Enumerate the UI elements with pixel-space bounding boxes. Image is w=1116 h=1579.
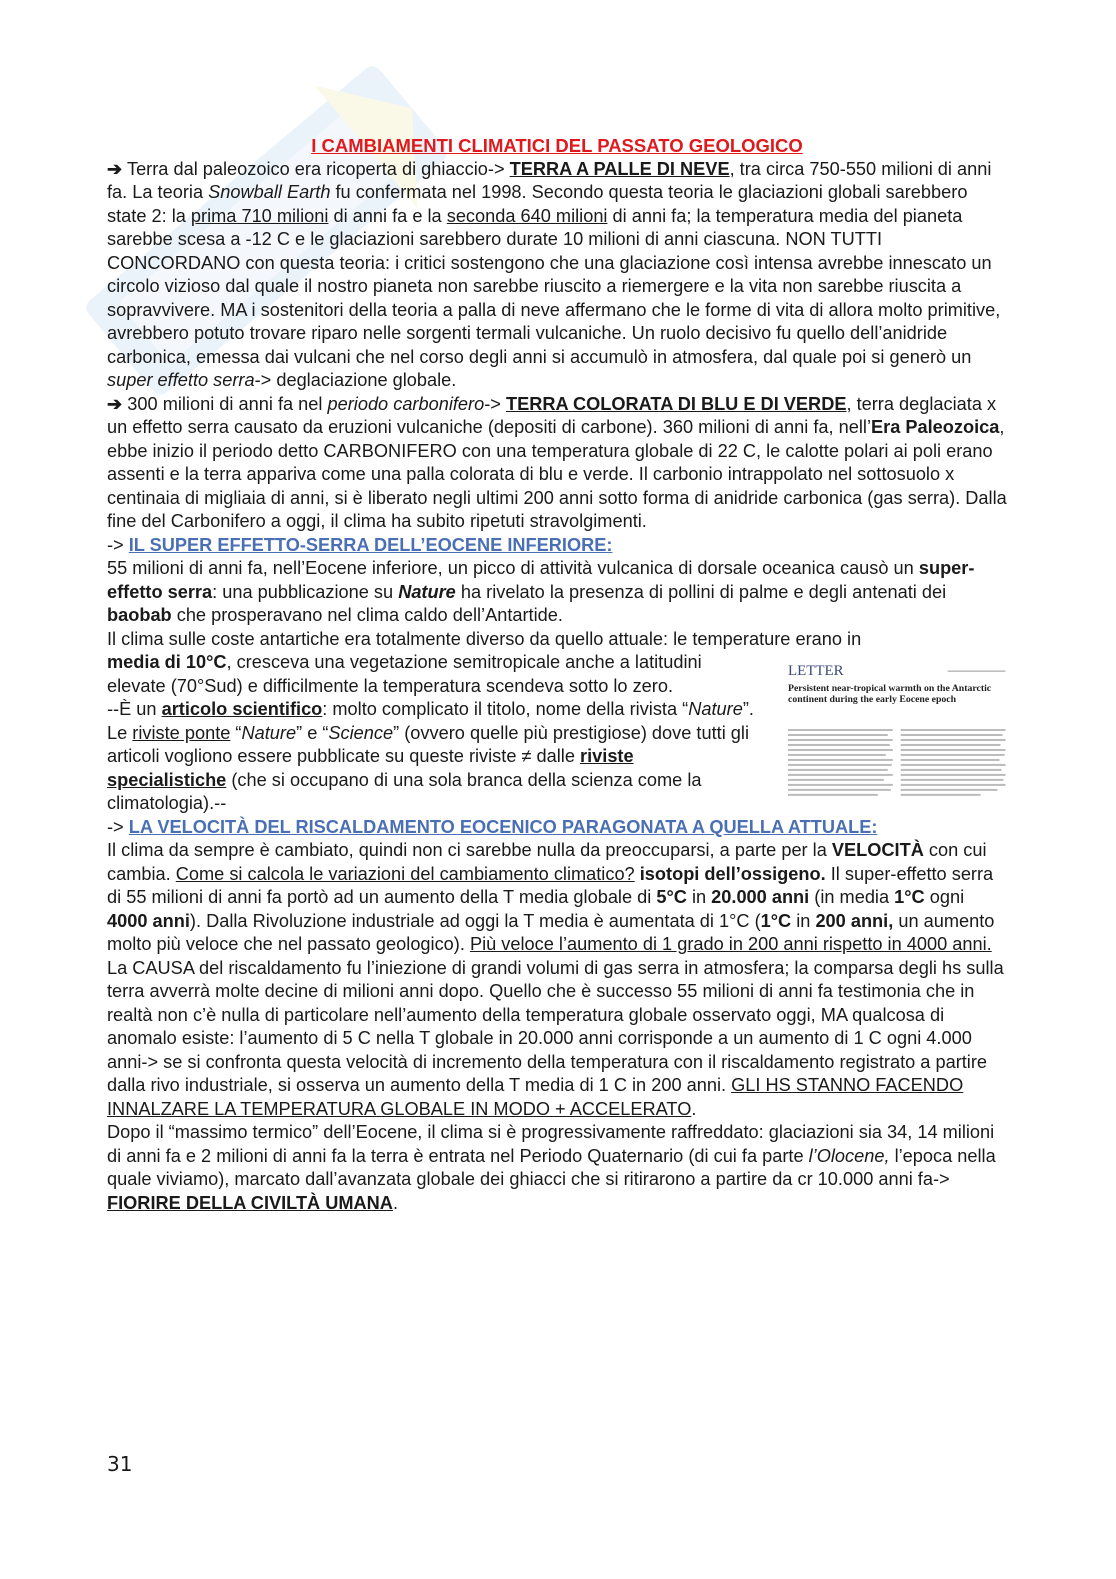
paragraph-antarctic-climate: Il clima sulle coste antartiche era totalmente diverso da quello attuale: le temperature erano in bbox=[107, 628, 862, 649]
letter-headline: Persistent near-tropical warmth on the Antarctic continent during the early Eocene epoch bbox=[787, 683, 991, 706]
page-title: I CAMBIAMENTI CLIMATICI DEL PASSATO GEOLOGICO bbox=[311, 135, 803, 156]
paragraph-carbonifero: ➔ 300 milioni di anni fa nel periodo carbonifero-> TERRA COLORATA DI BLU E DI VERDE, terra deglaciata x un effetto serra causato da eruzioni vulcaniche (depositi di carbone). 360 milioni di anni fa, nell’Era Paleozoica, ebbe inizio il periodo detto CARBONIFERO con una temperatura globale di 22 C, le calotte polari ai poli erano assenti e la terra appariva come una palla colorata di blu e verde. Il carbonio intrappolato nel sottosuolo x centinaia di migliaia di anni, si è liberato negli ultimi 200 anni sotto forma di anidride carbonica (gas serra). Dalla fine del Carbonifero a oggi, il clima ha subito ripetuti stravolgimenti. bbox=[107, 393, 1007, 531]
page-number: 31 bbox=[107, 1452, 133, 1476]
paragraph-snowball: ➔ Terra dal paleozoico era ricoperta di ghiaccio-> TERRA A PALLE DI NEVE, tra circa 750-550 milioni di anni fa. La teoria Snowball Earth fu confermata nel 1998. Secondo questa teoria le glaciazioni globali sarebbero state 2: la prima 710 milioni di anni fa e la seconda 640 milioni di anni fa; la temperatura media del pianeta sarebbe scesa a -12 C e le glaciazioni sarebbero durate 10 milioni di anni ciascuna. NON TUTTI CONCORDANO con questa teoria: i critici sostengono che una glaciazione così intensa avrebbe innescato un circolo vizioso dal quale il nostro pianeta non sarebbe riuscito a riemergere e la vita non sarebbe riuscita a sopravvivere. MA i sostenitori della teoria a palla di neve affermano che le forme di vita di allora molto primitive, avrebbero potuto trovare riparo nelle sorgenti termali vulcaniche. Un ruolo decisivo fu quello dell’anidride carbonica, emessa dai vulcani che nel corso degli anni si accumulò in atmosfera, dal quale poi si generò un super effetto serra-> deglaciazione globale. bbox=[107, 158, 1001, 390]
arrow-icon: ➔ bbox=[107, 158, 123, 179]
nature-letter-image bbox=[788, 661, 1008, 811]
paragraph-velocita: Il clima da sempre è cambiato, quindi non ci sarebbe nulla da preoccuparsi, a parte per la VELOCITÀ con cui cambia. Come si calcola le variazioni del cambiamento climatico? isotopi dell’ossigeno. Il super-effetto serra di 55 milioni di anni fa portò ad un aumento della T media globale di 5°C in 20.000 anni (in media 1°C ogni 4000 anni). Dalla Rivoluzione industriale ad oggi la T media è aumentata di 1°C (1°C in 200 anni, un aumento molto più veloce che nel passato geologico). Più veloce l’aumento di 1 grado in 200 anni rispetto in 4000 anni. La CAUSA del riscaldamento fu l’iniezione di grandi volumi di gas serra in atmosfera; la comparsa degli hs sulla terra avverrà molte decine di milioni anni dopo. Quello che è successo 55 milioni di anni fa testimonia che in realtà non c’è nulla di particolare nell’aumento della temperatura globale osservato oggi, MA qualcosa di anomalo esiste: l’aumento di 5 C nella T globale in 20.000 anni corrisponde a un aumento di 1 C ogni 4.000 anni-> se si confronta questa velocità di incremento della temperatura con il riscaldamento registrato a partire dalla rivo industriale, si osserva un aumento della T media di 1 C in 200 anni. GLI HS STANNO FACENDO INNALZARE LA TEMPERATURA GLOBALE IN MODO + ACCELERATO. bbox=[107, 840, 1004, 1119]
document-body bbox=[107, 134, 1007, 1215]
paragraph-articolo: --È un articolo scientifico: molto complicato il titolo, nome della rivista “Nature”. Le riviste ponte “Nature” e “Science” (ovvero quelle più prestigiose) dove tutti gli articoli vogliono essere pubblicate su queste riviste ≠ dalle riviste specialistiche (che si occupano di una sola branca della scienza come la climatologia).-- bbox=[107, 699, 754, 813]
paragraph-eocene: 55 milioni di anni fa, nell’Eocene inferiore, un picco di attività vulcanica di dorsale oceanica causò un super-effetto serra: una pubblicazione su Nature ha rivelato la presenza di pollini di palme e degli antenati dei baobab che prosperavano nel clima caldo dell’Antartide. bbox=[107, 558, 975, 625]
section-heading-eocene: -> IL SUPER EFFETTO-SERRA DELL’EOCENE INFERIORE: bbox=[107, 534, 613, 555]
section-heading-velocita: -> LA VELOCITÀ DEL RISCALDAMENTO EOCENICO PARAGONATA A QUELLA ATTUALE: bbox=[107, 816, 878, 837]
arrow-icon: ➔ bbox=[107, 393, 123, 414]
letter-label: LETTER bbox=[787, 663, 844, 680]
paragraph-olocene: Dopo il “massimo termico” dell’Eocene, il clima si è progressivamente raffreddato: glaciazioni sia 34, 14 milioni di anni fa e 2 milioni di anni fa la terra è entrata nel Periodo Quaternario (di cui fa parte l’Olocene, l’epoca nella quale viviamo), marcato dall’avanzata globale dei ghiacci che si ritirarono a partire da cr 10.000 anni fa-> FIORIRE DELLA CIVILTÀ UMANA. bbox=[107, 1122, 996, 1213]
paragraph-temperature: media di 10°C, cresceva una vegetazione semitropicale anche a latitudini elevate (70°Sud) e difficilmente la temperatura scendeva sotto lo zero. bbox=[107, 652, 702, 696]
